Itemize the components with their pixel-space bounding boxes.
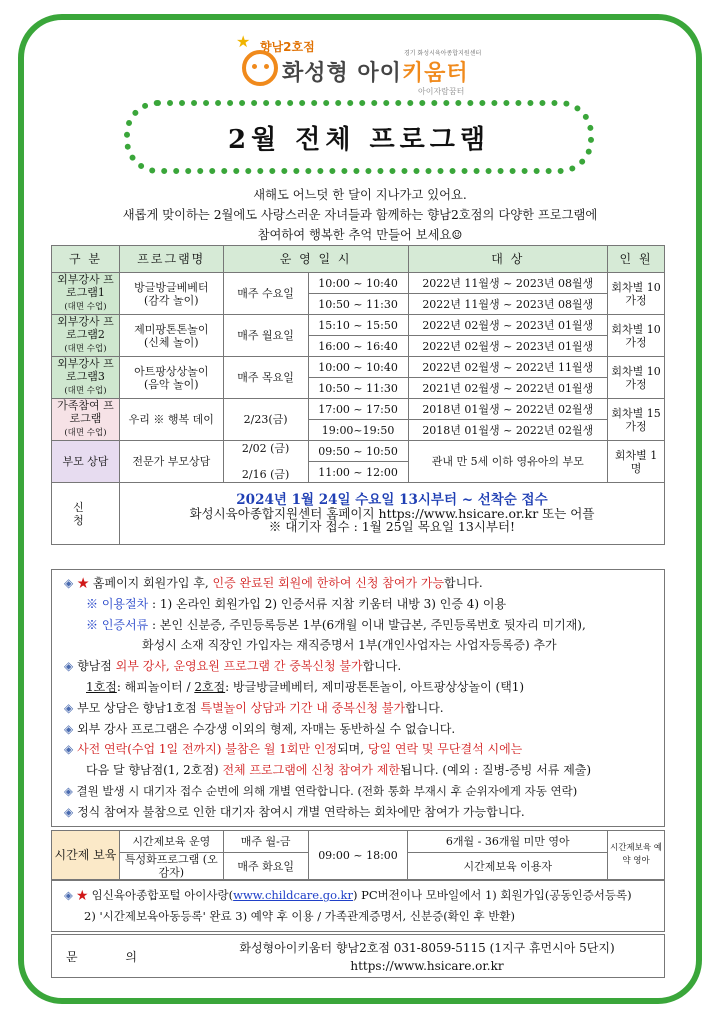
table-row: 10:50 ~ 11:30 2022년 11월생 ~ 2023년 08월생 [52, 294, 665, 315]
logo-branch: 향남2호점 [260, 40, 315, 54]
logo-org: 경기 화성시육아종합지원센터 [404, 50, 482, 57]
table-header: 구 분 프로그램명 운 영 일 시 대 상 인 원 [52, 246, 665, 273]
smile-face-icon [242, 50, 278, 86]
center-logo [236, 32, 486, 108]
table-row: 외부강사 프로그램1 (대면 수업) 방글방글베베터 (감각 놀이) 매주 수요일 10:00 ~ 10:40 2022년 11월생 ~ 2023년 08월생 회차별 10가정 [52, 273, 665, 294]
intro-text: 새해도 어느덧 한 달이 지나가고 있어요. 새롭게 맞이하는 2월에도 사랑스러운 자녀들과 함께하는 향남2호점의 다양한 프로그램에 참여하여 행복한 추억 만들어 보세요☺ [122, 188, 598, 242]
program-table [51, 245, 665, 545]
contact-box [51, 934, 665, 978]
contact-label: 문 의 [66, 950, 159, 964]
apply-row: 신 청 2024년 1월 24일 수요일 13시부터 ~ 선착순 접수 화성시육아종합지원센터 홈페이지 https://www.hsicare.or.kr 또는 어플 ※ 대기자 접수 : 1월 25일 목요일 13시부터! [52, 483, 665, 545]
table-row: 10:50 ~ 11:30 2021년 02월생 ~ 2022년 01월생 [52, 378, 665, 399]
table-row: 외부강사 프로그램2 (대면 수업) 제미팡톤톤놀이 (신체 놀이) 매주 월요일 15:10 ~ 15:50 2022년 02월생 ~ 2023년 01월생 회차별 10가정 [52, 315, 665, 336]
contact-address: 화성형아이키움터 향남2호점 031-8059-5115 (1지구 휴먼시아 5단지) [239, 941, 615, 955]
table-row: 11:00 ~ 12:00 [52, 462, 665, 483]
page-title: 2월 전체 프로그램 [227, 124, 490, 155]
table-row: 부모 상담 전문가 부모상담 2/02 (금) 2/16 (금) 09:50 ~ 10:50 관내 만 5세 이하 영유아의 부모 회차별 1명 [52, 441, 665, 462]
diamond-icon: ◈ [64, 742, 74, 757]
diamond-icon: ◈ [64, 721, 74, 736]
table-row: 외부강사 프로그램3 (대면 수업) 아트팡상상놀이 (음악 놀이) 매주 목요일 10:00 ~ 10:40 2022년 02월생 ~ 2022년 11월생 회차별 10가정 [52, 357, 665, 378]
table-row: 가족참여 프로그램 (대면 수업) 우리 ※ 행복 데이 2/23(금) 17:00 ~ 17:50 2018년 01월생 ~ 2022년 02월생 회차별 15가정 [52, 399, 665, 420]
childcare-link[interactable]: www.childcare.go.kr [233, 888, 353, 902]
table-row: 특성화프로그램 (오감자) 매주 화요일 시간제보육 이용자 [52, 853, 665, 880]
table-row: 19:00~19:50 2018년 01월생 ~ 2022년 02월생 [52, 420, 665, 441]
title-box [124, 100, 594, 174]
childcare-table [51, 830, 665, 880]
star-icon: ★ [236, 32, 251, 51]
diamond-icon: ◈ [64, 659, 74, 674]
table-row: 시간제 보육 시간제보육 운영 매주 월-금 09:00 ~ 18:00 6개월 - 36개월 미만 영아 시간제보육 예약 영아 [52, 831, 665, 853]
notes-box: ◈ ★ 홈페이지 회원가입 후, 인증 완료된 회원에 한하여 신청 참여가 가능합니다. ※ 이용절차 : 1) 온라인 회원가입 2) 인증서류 지참 키움터 내방 3) 인증 4) 이용 ※ 인증서류 : 본인 신분증, 주민등록등본 1부(6개월 이내 발급본, 주민등록번호 뒷자리 미기재), 화성시 소재 직장인 가입자는 재직증명서 1부(개인사업자는 사업자등록증) 추가 ◈ 향남점 외부 강사, 운영요원 프로그램 간 중복신청 불가합니다. 1호점: 해피놀이터 / 2호점: 방글방글베베터, 제미팡톤톤놀이, 아트팡상상놀이 (택1) ◈ 부모 상담은 향남1호점 특별놀이 상담과 기간 내 중복신청 불가합니다. ◈ 외부 강사 프로그램은 수강생 이외의 형제, 자매는 동반하실 수 없습니다. ◈ 사전 연락(수업 1일 전까지) 불참은 월 1회만 인정되며, 당일 연락 및 무단결석 시에는 다음 달 향남점(1, 2호점) 전체 프로그램에 신청 참여가 제한됩니다. (예외 : 질병-증빙 서류 제출) ◈ 결원 발생 시 대기자 접수 순번에 의해 개별 연락합니다. (전화 통화 부재시 후 순위자에게 자동 연락) ◈ 정식 참여자 불참으로 인한 대기자 참여시 개별 연락하는 회차에만 참여가 가능합니다. [51, 569, 665, 827]
contact-url[interactable]: https://www.hsicare.or.kr [350, 959, 504, 973]
diamond-icon: ◈ [64, 888, 73, 902]
diamond-icon: ◈ [64, 700, 74, 715]
logo-sub: 아이자람꿈터 [418, 87, 465, 96]
childcare-notes: ◈ ★ 임신육아종합포털 아이사랑(www.childcare.go.kr) PC버전이나 모바일에서 1) 회원가입(공동인증서등록) 2) '시간제보육아동등록' 완료 3) 예약 후 이용 / 가족관계증명서, 신분증(확인 후 반환) [51, 880, 665, 932]
diamond-icon: ◈ [64, 576, 74, 590]
table-row: 16:00 ~ 16:40 2022년 02월생 ~ 2023년 01월생 [52, 336, 665, 357]
logo-name: 화성형 아이키움터 [282, 61, 469, 86]
diamond-icon: ◈ [64, 804, 74, 819]
diamond-icon: ◈ [64, 783, 73, 798]
